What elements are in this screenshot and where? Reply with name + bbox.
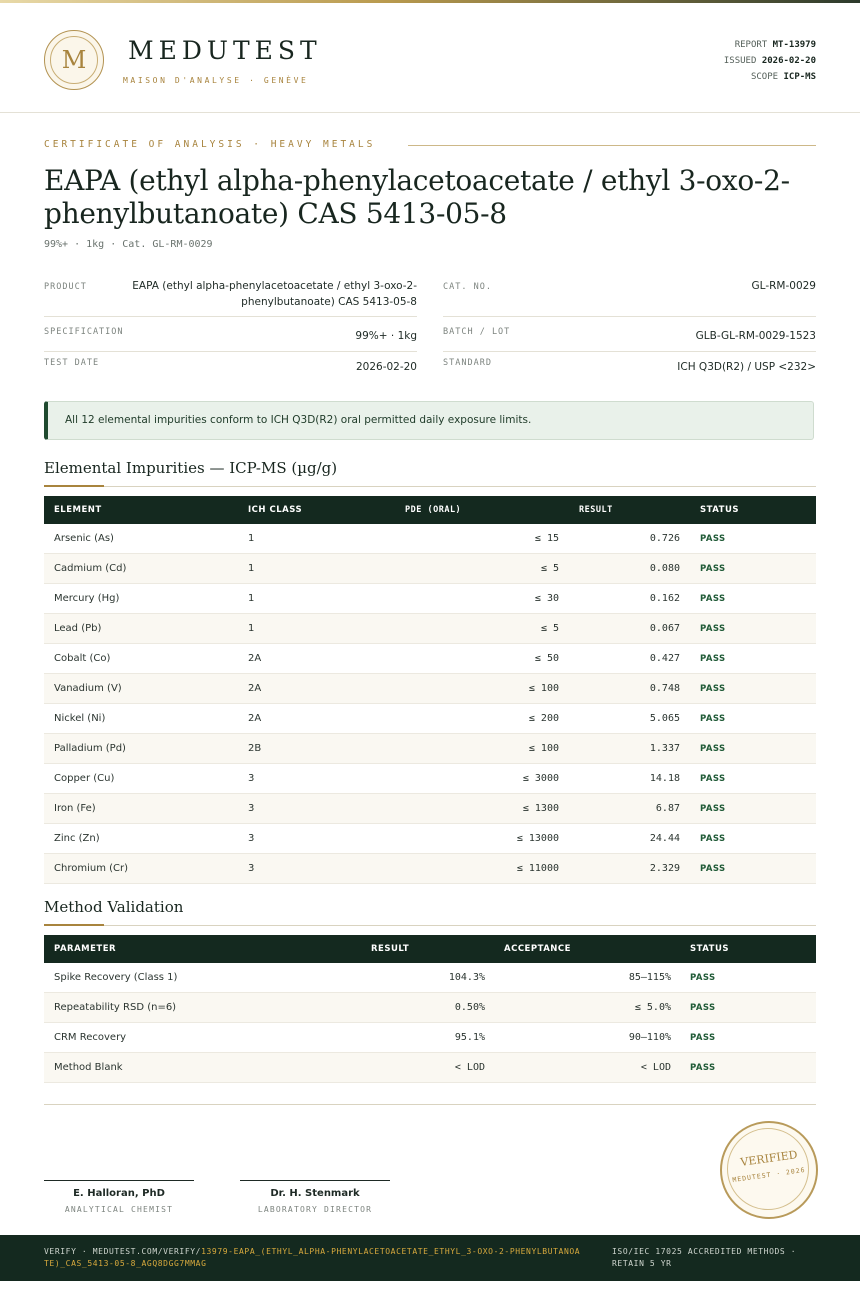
cell-result: 0.726 — [649, 533, 680, 544]
verify-prefix: VERIFY · MEDUTEST.COM/VERIFY/ — [44, 1247, 202, 1256]
cell-result: 14.18 — [649, 773, 680, 784]
col-element: ELEMENT — [54, 505, 102, 515]
table-row — [44, 794, 816, 824]
eyebrow-divider — [408, 145, 816, 146]
cell-result: 0.067 — [649, 623, 680, 634]
info-test-date — [44, 352, 417, 382]
logo — [44, 30, 104, 90]
info-standard — [443, 352, 816, 382]
status-badge: PASS — [700, 804, 726, 814]
table-header — [44, 496, 816, 524]
cell-element: Zinc (Zn) — [54, 833, 100, 844]
status-badge: PASS — [690, 1063, 716, 1073]
table-row — [44, 614, 816, 644]
validation-section-title: Method Validation — [44, 898, 184, 916]
table-row — [44, 1023, 816, 1053]
info-label: STANDARD — [443, 358, 492, 368]
cell-result: 95.1% — [454, 1032, 485, 1043]
cell-pde: ≤ 100 — [528, 743, 559, 754]
cell-ich-class: 1 — [248, 563, 255, 574]
cell-element: Lead (Pb) — [54, 623, 102, 634]
header — [0, 3, 860, 113]
impurities-table-body — [44, 524, 816, 884]
cell-element: Chromium (Cr) — [54, 863, 129, 874]
status-badge: PASS — [700, 594, 726, 604]
signatory-role: LABORATORY DIRECTOR — [257, 1205, 373, 1214]
info-product — [44, 276, 417, 317]
cell-element: Cadmium (Cd) — [54, 563, 127, 574]
cell-element: Mercury (Hg) — [54, 593, 120, 604]
scope-value: ICP-MS — [783, 72, 816, 82]
cell-result: < LOD — [454, 1062, 485, 1073]
report-meta — [724, 37, 816, 85]
table-row — [44, 644, 816, 674]
issued-date: 2026-02-20 — [761, 56, 816, 66]
cell-acceptance: 90–110% — [628, 1032, 671, 1043]
status-badge: PASS — [690, 973, 716, 983]
info-value: EAPA (ethyl alpha-phenylacetoacetate / ethyl 3-oxo-2-phenylbutanoate) CAS 5413-05-8 — [132, 280, 417, 308]
scope-label: SCOPE — [750, 72, 779, 82]
seal-subtext: MEDUTEST · 2026 — [731, 1165, 807, 1185]
col-result: RESULT — [371, 944, 410, 954]
status-badge: PASS — [700, 714, 726, 724]
status-badge: PASS — [700, 624, 726, 634]
logo-monogram: M — [50, 36, 98, 84]
cell-ich-class: 1 — [248, 593, 255, 604]
info-value: 2026-02-20 — [355, 361, 417, 373]
seal-text: VERIFIED — [739, 1148, 799, 1169]
cell-element: Copper (Cu) — [54, 773, 115, 784]
status-badge: PASS — [700, 564, 726, 574]
status-badge: PASS — [700, 654, 726, 664]
accreditation-text: ISO/IEC 17025 ACCREDITED METHODS · RETAIN 5 YR — [612, 1247, 797, 1268]
cell-pde: ≤ 15 — [534, 533, 559, 544]
footer — [0, 1235, 860, 1281]
status-badge: PASS — [690, 1033, 716, 1043]
col-ich-class: ICH CLASS — [248, 505, 303, 515]
col-parameter: PARAMETER — [54, 944, 117, 954]
table-row — [44, 854, 816, 884]
cell-result: 0.748 — [649, 683, 680, 694]
status-badge: PASS — [700, 864, 726, 874]
cell-element: Vanadium (V) — [54, 683, 122, 694]
signature-line — [240, 1180, 390, 1181]
table-row — [44, 554, 816, 584]
col-pde: PDE (ORAL) — [405, 505, 462, 515]
cell-parameter: Spike Recovery (Class 1) — [54, 972, 178, 983]
cell-acceptance: ≤ 5.0% — [634, 1002, 671, 1013]
signatory-name: Dr. H. Stenmark — [270, 1188, 360, 1199]
cell-acceptance: < LOD — [640, 1062, 671, 1073]
brand-tagline: MAISON D'ANALYSE · GENÈVE — [123, 76, 309, 85]
col-acceptance: ACCEPTANCE — [504, 944, 571, 954]
report-number: MT-13979 — [772, 40, 816, 50]
cell-pde: ≤ 30 — [534, 593, 559, 604]
cell-pde: ≤ 50 — [534, 653, 559, 664]
callout-text: All 12 elemental impurities conform to ICH Q3D(R2) oral permitted daily exposure limits. — [65, 414, 532, 426]
validation-table-body — [44, 963, 816, 1083]
cell-acceptance: 85–115% — [628, 972, 671, 983]
status-badge: PASS — [700, 684, 726, 694]
table-row — [44, 584, 816, 614]
info-value: GL-RM-0029 — [751, 280, 816, 292]
cell-parameter: Repeatability RSD (n=6) — [54, 1002, 177, 1013]
page-title: EAPA (ethyl alpha-phenylacetoacetate / ethyl 3-oxo-2-phenylbutanoate) CAS 5413-05-8 — [44, 164, 790, 230]
table-header — [44, 935, 816, 963]
cell-ich-class: 2A — [248, 683, 262, 694]
col-status: STATUS — [700, 505, 740, 515]
impurities-section-title: Elemental Impurities — ICP-MS (µg/g) — [44, 459, 338, 477]
report-label: REPORT — [734, 40, 768, 50]
signatory-name: E. Halloran, PhD — [73, 1188, 165, 1199]
cell-pde: ≤ 11000 — [516, 863, 559, 874]
cell-element: Arsenic (As) — [54, 533, 114, 544]
section-divider — [44, 486, 816, 487]
cell-element: Iron (Fe) — [54, 803, 96, 814]
info-label: TEST DATE — [44, 358, 100, 368]
cell-ich-class: 3 — [248, 863, 255, 874]
cell-ich-class: 2A — [248, 653, 262, 664]
cell-ich-class: 3 — [248, 773, 255, 784]
cell-result: 0.162 — [649, 593, 680, 604]
cell-pde: ≤ 13000 — [516, 833, 559, 844]
cell-result: 2.329 — [649, 863, 680, 874]
table-row — [44, 764, 816, 794]
info-label: CAT. NO. — [443, 282, 492, 292]
certificate-eyebrow: CERTIFICATE OF ANALYSIS · HEAVY METALS — [44, 139, 376, 150]
status-badge: PASS — [700, 834, 726, 844]
cell-pde: ≤ 5 — [540, 563, 559, 574]
signature-divider — [44, 1104, 816, 1105]
cell-pde: ≤ 100 — [528, 683, 559, 694]
status-badge: PASS — [690, 1003, 716, 1013]
cell-element: Palladium (Pd) — [54, 743, 126, 754]
cell-pde: ≤ 200 — [528, 713, 559, 724]
page-subtitle: 99%+ · 1kg · Cat. GL-RM-0029 — [44, 239, 213, 250]
brand-name: MEDUTEST — [128, 36, 322, 65]
verified-seal — [720, 1121, 818, 1219]
section-accent — [44, 924, 104, 926]
conformance-callout — [44, 401, 814, 440]
table-row — [44, 674, 816, 704]
cell-ich-class: 3 — [248, 803, 255, 814]
cell-pde: ≤ 5 — [540, 623, 559, 634]
impurities-table — [44, 496, 816, 884]
issued-label: ISSUED — [723, 56, 757, 66]
cell-ich-class: 2A — [248, 713, 262, 724]
info-batch — [443, 321, 816, 352]
cell-result: 0.50% — [454, 1002, 485, 1013]
status-badge: PASS — [700, 744, 726, 754]
status-badge: PASS — [700, 534, 726, 544]
info-label: PRODUCT — [44, 282, 87, 292]
table-row — [44, 993, 816, 1023]
section-divider — [44, 925, 816, 926]
table-row — [44, 524, 816, 554]
cell-result: 5.065 — [649, 713, 680, 724]
table-row — [44, 704, 816, 734]
cell-result: 104.3% — [448, 972, 485, 983]
signature-line — [44, 1180, 194, 1181]
col-result: RESULT — [579, 505, 613, 515]
validation-table — [44, 935, 816, 1083]
cell-ich-class: 3 — [248, 833, 255, 844]
info-value: ICH Q3D(R2) / USP <232> — [677, 361, 816, 373]
col-status: STATUS — [690, 944, 730, 954]
cell-result: 6.87 — [655, 803, 680, 814]
verify-link[interactable]: 13979-EAPA_(ETHYL_ALPHA-PHENYLACETOACETATE_ETHYL_3-OXO-2-PHENYLBUTANOATE)_CAS_5413-05-8_AGQ8DGG7MMAG — [44, 1247, 581, 1268]
info-label: SPECIFICATION — [44, 327, 124, 337]
cell-result: 0.080 — [649, 563, 680, 574]
info-value: GLB-GL-RM-0029-1523 — [695, 330, 816, 342]
cell-parameter: CRM Recovery — [54, 1032, 127, 1043]
cell-result: 1.337 — [649, 743, 680, 754]
cell-result: 0.427 — [649, 653, 680, 664]
info-label: BATCH / LOT — [443, 327, 511, 337]
cell-element: Nickel (Ni) — [54, 713, 106, 724]
table-row — [44, 1053, 816, 1083]
cell-parameter: Method Blank — [54, 1062, 123, 1073]
cell-pde: ≤ 1300 — [522, 803, 559, 814]
cell-ich-class: 2B — [248, 743, 262, 754]
status-badge: PASS — [700, 774, 726, 784]
table-row — [44, 824, 816, 854]
cell-result: 24.44 — [649, 833, 680, 844]
info-value: 99%+ · 1kg — [355, 330, 417, 342]
section-accent — [44, 485, 104, 487]
cell-pde: ≤ 3000 — [522, 773, 559, 784]
info-specification — [44, 321, 417, 352]
signatory-role: ANALYTICAL CHEMIST — [64, 1205, 174, 1214]
cell-ich-class: 1 — [248, 623, 255, 634]
cell-element: Cobalt (Co) — [54, 653, 111, 664]
info-catno — [443, 276, 816, 317]
cell-ich-class: 1 — [248, 533, 255, 544]
verify-text — [44, 1246, 584, 1270]
table-row — [44, 734, 816, 764]
table-row — [44, 963, 816, 993]
